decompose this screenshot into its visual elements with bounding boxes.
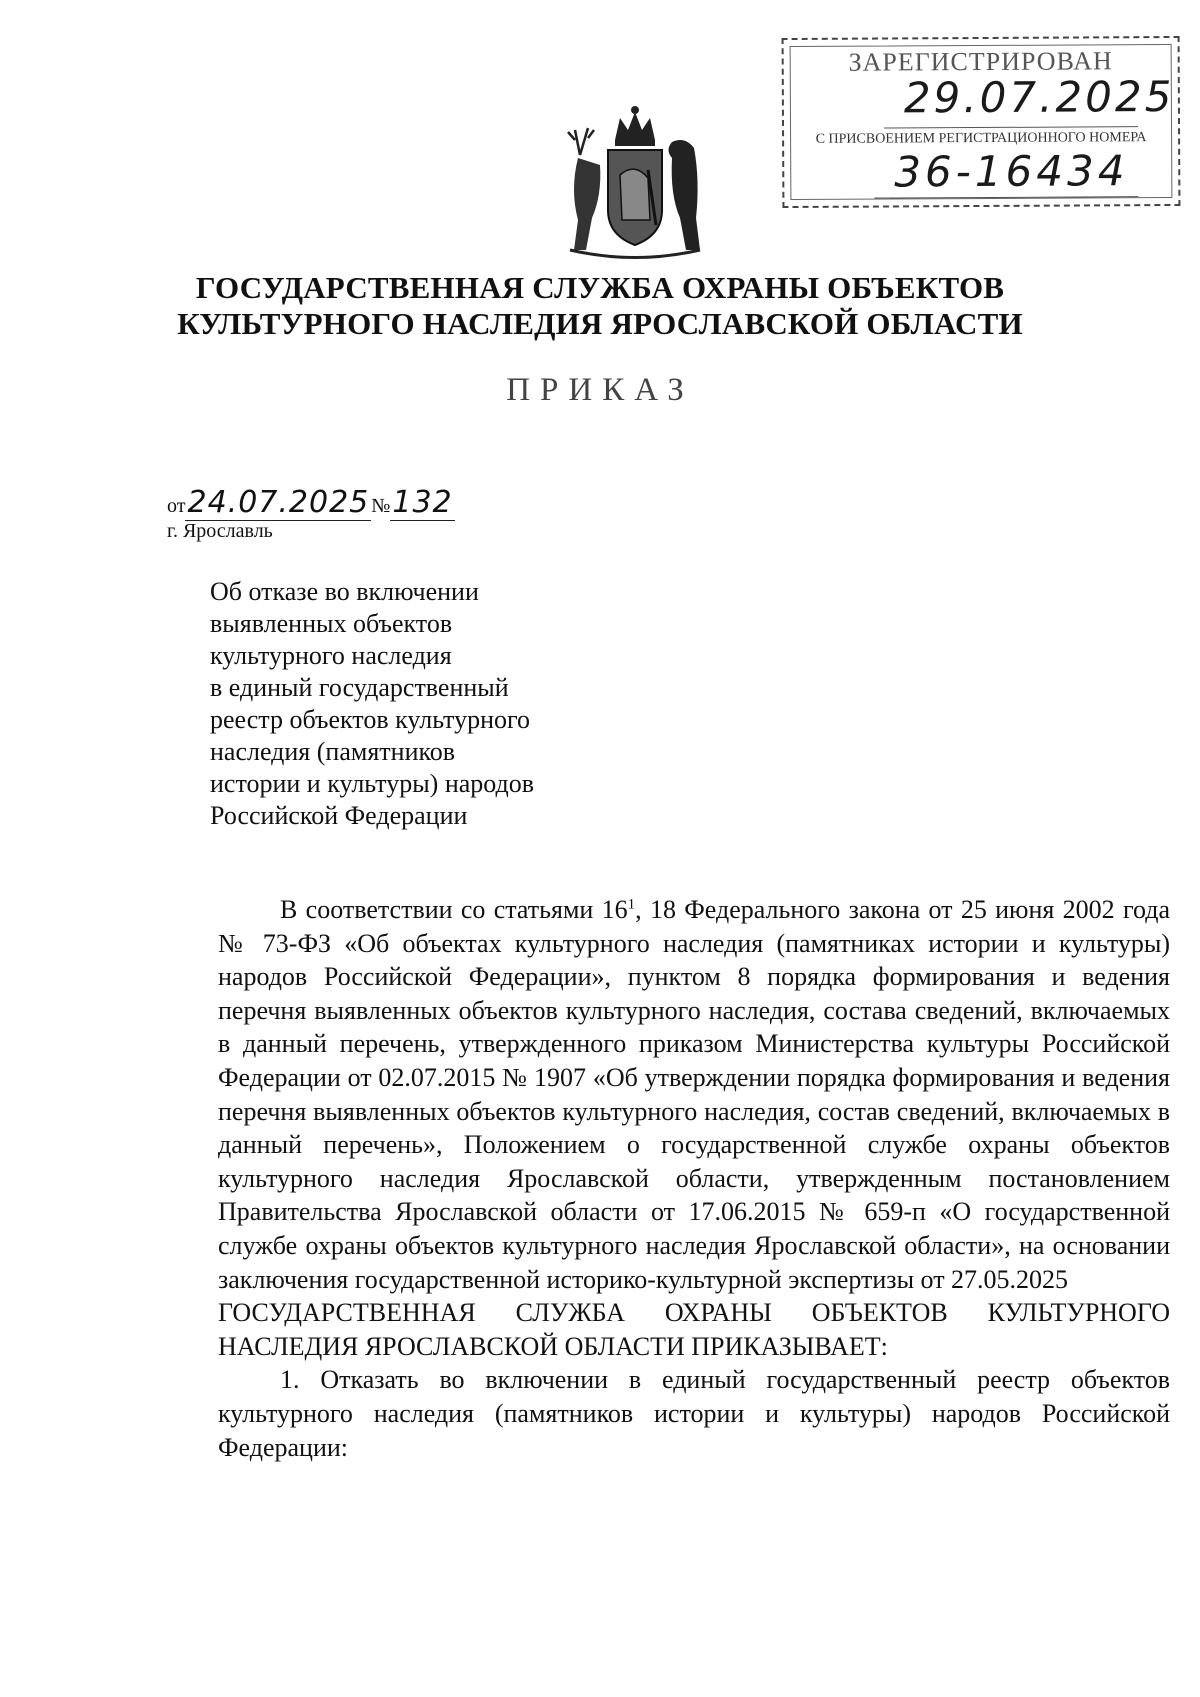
yaroslavl-coat-of-arms-icon [560, 100, 710, 260]
order-date: 24.07.2025 [187, 485, 370, 520]
registration-stamp [782, 36, 1181, 208]
order-subject: Об отказе во включении выявленных объектов культурного наследия в единый государственный реестр объектов культурного наследия (памятников истории и культуры) народов Российской Федерации [210, 577, 535, 830]
document-type: ПРИКАЗ [506, 372, 694, 408]
stamp-subtitle: С ПРИСВОЕНИЕМ РЕГИСТРАЦИОННОГО НОМЕРА [815, 130, 1147, 147]
order-body [218, 893, 1170, 1464]
body-paragraph-preamble: В соответствии со статьями $16^1$, 18 Федерального закона от 25 июня 2002 года № 73-ФЗ «Об объектах культурного наследия (памятниках истории и культуры) народов Российской Федерации», пунктом 8 порядка формирования и ведения перечня выявленных объектов культурного наследия, состава сведений, включаемых в данный перечень, утвержденного приказом Министерства культуры Российской Федерации от 02.07.2015 № 1907 «Об утверждении порядка формирования и ведения перечня выявленных объектов культурного наследия, состав сведений, включаемых в данный перечень», Положением о государственной службе охраны объектов культурного наследия Ярославской области, утвержденным постановлением Правительства Ярославской области от 17.06.2015 № 659-п «О государственной службе охраны объектов культурного наследия Ярославской области», на основании заключения государственной историко-культурной экспертизы от 27.05.2025 [218, 895, 1170, 1294]
order-number: 132 [392, 485, 453, 520]
body-paragraph-orders: ГОСУДАРСТВЕННАЯ СЛУЖБА ОХРАНЫ ОБЪЕКТОВ КУЛЬТУРНОГО НАСЛЕДИЯ ЯРОСЛАВСКОЙ ОБЛАСТИ ПРИКАЗЫВАЕТ: [218, 1298, 1170, 1361]
stamp-registration-number: 36-16434 [894, 146, 1129, 197]
city: г. Ярославль [167, 520, 273, 542]
stamp-title: ЗАРЕГИСТРИРОВАН [848, 46, 1113, 77]
agency-header [0, 270, 1200, 342]
agency-header-line-1: ГОСУДАРСТВЕННАЯ СЛУЖБА ОХРАНЫ ОБЪЕКТОВ [195, 270, 1005, 305]
body-paragraph-item-1: 1. Отказать во включении в единый государственный реестр объектов культурного наследия (памятников истории и культуры) народов Российской Федерации: [218, 1365, 1170, 1462]
date-prefix: от [167, 495, 186, 517]
number-prefix: № [371, 495, 391, 517]
order-date-number [167, 485, 455, 520]
agency-header-line-2: КУЛЬТУРНОГО НАСЛЕДИЯ ЯРОСЛАВСКОЙ ОБЛАСТИ [177, 306, 1023, 341]
stamp-date: 29.07.2025 [903, 71, 1175, 123]
